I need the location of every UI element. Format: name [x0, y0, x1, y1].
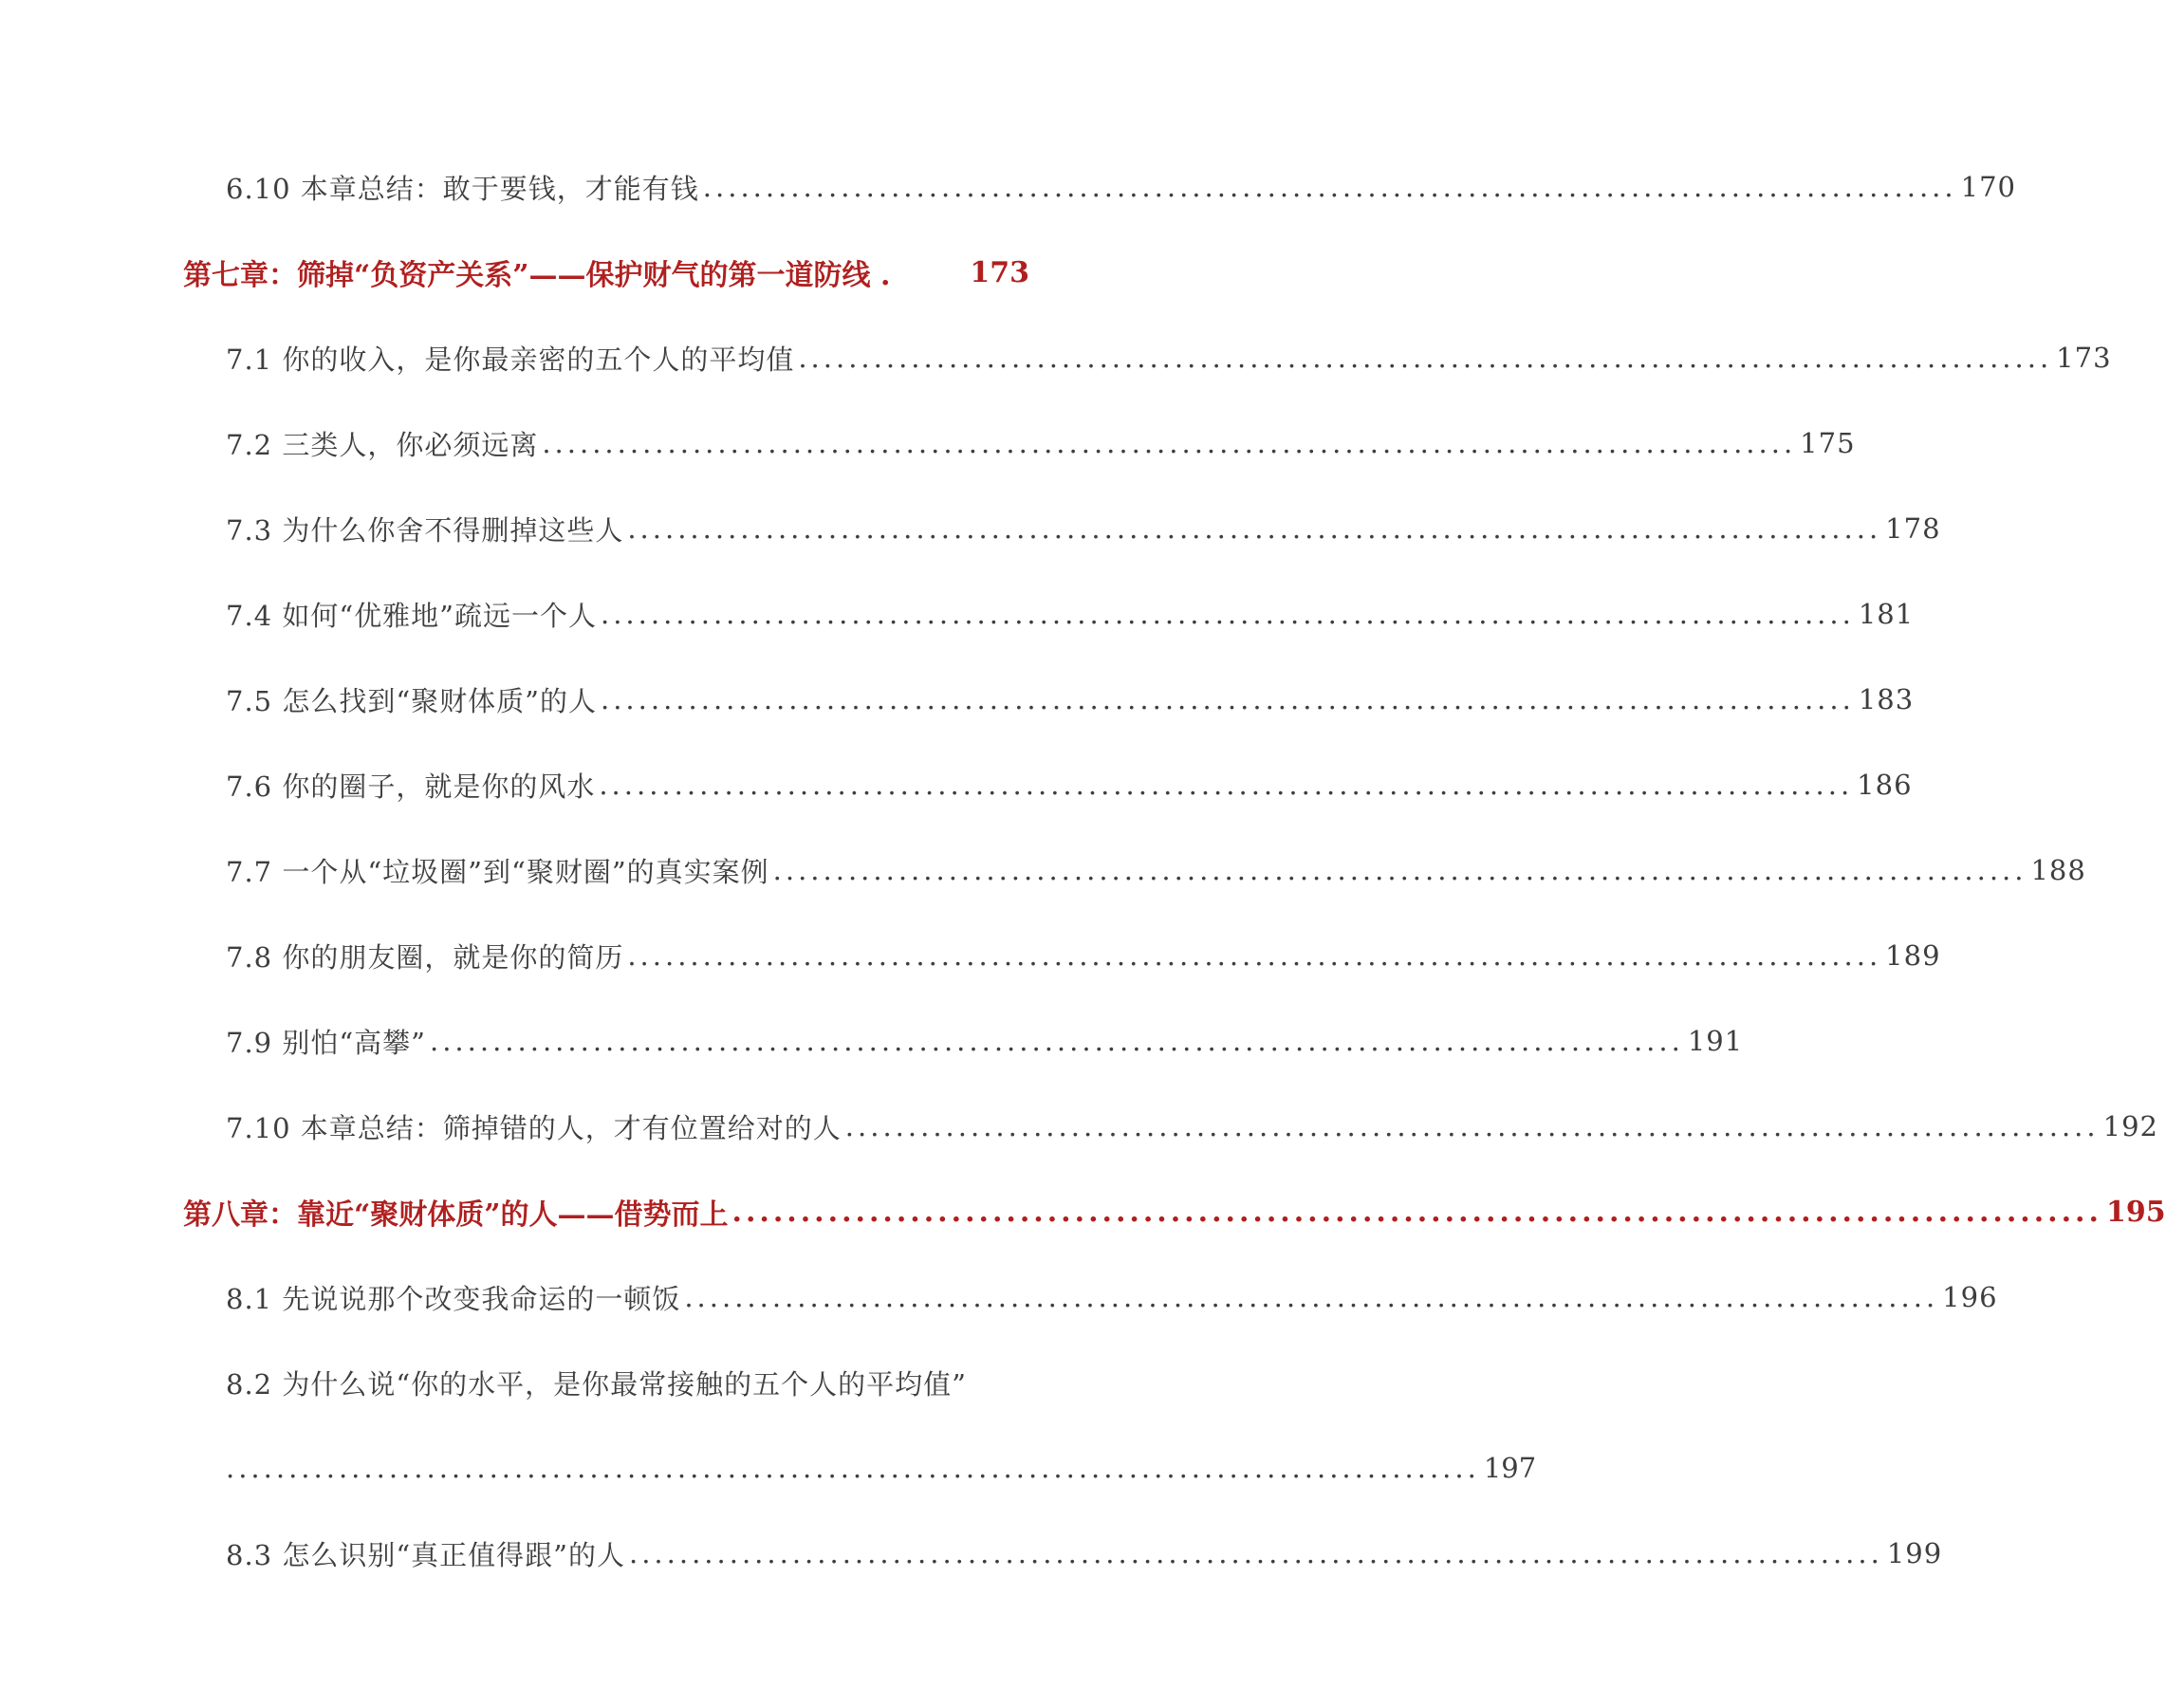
- dot-leader: ....................................................................................................: [430, 1025, 1684, 1057]
- toc-entry-label: 6.10 本章总结：敢于要钱，才能有钱: [226, 172, 699, 205]
- toc-chapter-7[interactable]: [183, 249, 1029, 296]
- toc-entry-7-7[interactable]: [226, 846, 2086, 894]
- toc-entry-label: 7.10 本章总结：筛掉错的人，才有位置给对的人: [226, 1111, 842, 1144]
- toc-chapter-page: 195: [2105, 1195, 2166, 1229]
- toc-entry-label: 7.2 三类人，你必须远离: [226, 428, 539, 461]
- toc-entry-8-2[interactable]: [226, 1359, 1029, 1406]
- toc-entry-page: 196: [1942, 1281, 1998, 1313]
- toc-entry-label: 7.7 一个从“垃圾圈”到“聚财圈”的真实案例: [226, 855, 769, 888]
- toc-entry-page: 199: [1886, 1537, 1943, 1569]
- toc-chapter-label: 第八章：靠近“聚财体质”的人——借势而上: [183, 1198, 729, 1232]
- dot-leader: ....................................................................................................: [226, 1452, 1480, 1484]
- dot-leader: ....................................................................................................: [844, 1110, 2100, 1142]
- dot-leader: ....................................................................................................: [798, 342, 2053, 374]
- toc-entry-label: 8.2 为什么说“你的水平，是你最常接触的五个人的平均值”: [226, 1367, 967, 1401]
- toc-chapter-page: 173: [970, 255, 1029, 289]
- toc-entry-page: 178: [1885, 512, 1941, 545]
- toc-entry-8-2-continuation[interactable]: [226, 1444, 1537, 1492]
- toc-entry-7-4[interactable]: [226, 590, 1915, 638]
- dot-leader: ....................................................................................................: [629, 1537, 1883, 1569]
- toc-entry-page: 186: [1857, 769, 1913, 801]
- toc-entry-6-10[interactable]: [226, 163, 2016, 211]
- toc-entry-page: 175: [1800, 427, 1856, 459]
- toc-entry-label: 8.1 先说说那个改变我命运的一顿饭: [226, 1282, 681, 1315]
- dot-leader: ....................................................................................................: [627, 939, 1882, 972]
- toc-entry-label: 7.6 你的圈子，就是你的风水: [226, 770, 596, 803]
- dot-leader: ....................................................................................................: [627, 512, 1882, 545]
- toc-entry-label: 7.3 为什么你舍不得删掉这些人: [226, 513, 624, 547]
- dot-leader: ....................................................................................................: [684, 1281, 1939, 1313]
- toc-entry-8-1[interactable]: [226, 1273, 1998, 1321]
- toc-entry-page: 188: [2030, 854, 2086, 886]
- toc-entry-page: 191: [1687, 1025, 1744, 1057]
- toc-entry-label: 7.4 如何“优雅地”疏远一个人: [226, 599, 597, 632]
- toc-entry-page: 183: [1858, 683, 1915, 715]
- dot-leader: ....................................................................................................: [731, 1195, 2102, 1229]
- dot-leader: ....................................................................................................: [542, 427, 1797, 459]
- toc-entry-page: 170: [1960, 171, 2016, 203]
- dot-leader: ....................................................................................................: [601, 683, 1855, 715]
- toc-entry-7-8[interactable]: [226, 932, 1941, 979]
- toc-entry-8-3[interactable]: [226, 1530, 1943, 1577]
- toc-entry-label: 7.8 你的朋友圈，就是你的简历: [226, 940, 624, 974]
- toc-entry-7-2[interactable]: [226, 419, 1856, 467]
- dot-leader: ....................................................................................................: [599, 769, 1854, 801]
- dot-leader: ....................................................................................................: [601, 598, 1855, 630]
- toc-entry-page: 173: [2056, 342, 2112, 374]
- toc-entry-page: 192: [2102, 1110, 2158, 1142]
- toc-entry-label: 7.1 你的收入，是你最亲密的五个人的平均值: [226, 343, 795, 376]
- toc-entry-label: 8.3 怎么识别“真正值得跟”的人: [226, 1538, 625, 1571]
- toc-entry-page: 189: [1885, 939, 1941, 972]
- toc-entry-page: 181: [1858, 598, 1915, 630]
- toc-entry-page: 197: [1483, 1452, 1537, 1484]
- toc-entry-7-10[interactable]: [226, 1103, 2158, 1150]
- toc-entry-7-3[interactable]: [226, 505, 1941, 552]
- dot-leader: ....................................................................................................: [772, 854, 2027, 886]
- toc-entry-7-5[interactable]: [226, 676, 1915, 723]
- toc-chapter-8[interactable]: [183, 1188, 2166, 1235]
- toc-entry-7-9[interactable]: [226, 1017, 1744, 1065]
- dot-leader: ....................................................................................................: [702, 171, 1957, 203]
- toc-entry-7-1[interactable]: [226, 334, 2112, 381]
- toc-entry-label: 7.9 别怕“高攀”: [226, 1026, 426, 1059]
- toc-entry-7-6[interactable]: [226, 761, 1913, 808]
- toc-chapter-label: 第七章：筛掉“负资产关系”——保护财气的第一道防线 .: [183, 259, 891, 292]
- toc-entry-label: 7.5 怎么找到“聚财体质”的人: [226, 684, 597, 717]
